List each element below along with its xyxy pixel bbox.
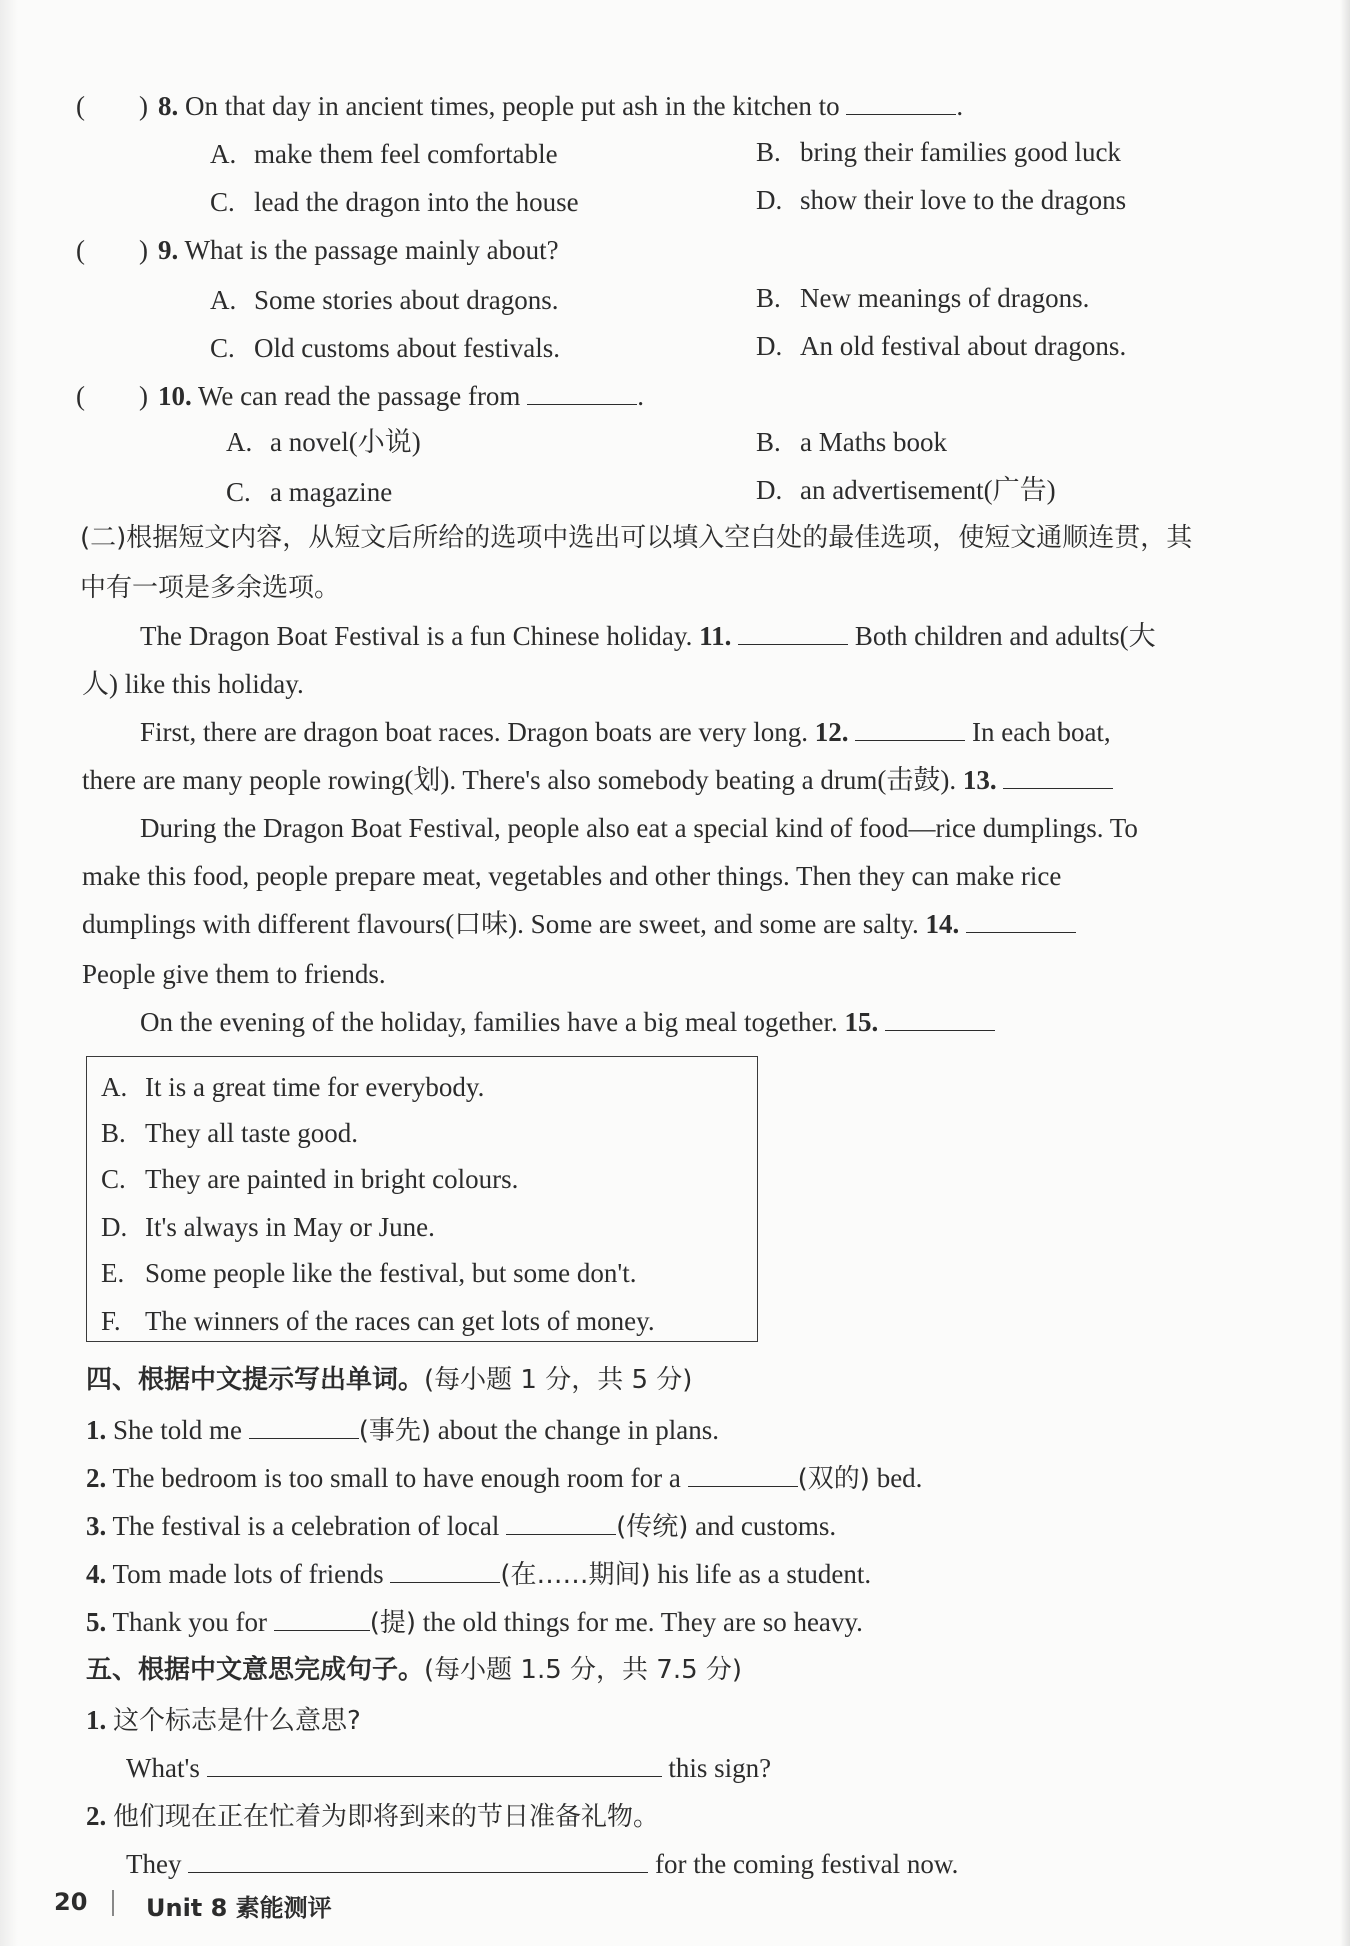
option-text: Old customs about festivals. xyxy=(254,333,560,363)
question-number: 10. xyxy=(158,381,192,411)
passage-text: First, there are dragon boat races. Dragon boats are very long. xyxy=(140,717,808,747)
option-10b xyxy=(756,424,947,460)
section-title: 五、根据中文意思完成句子。 xyxy=(86,1655,425,1685)
answer-blank[interactable] xyxy=(846,88,956,115)
item-number: 3. xyxy=(86,1511,107,1541)
box-option-e xyxy=(101,1255,637,1291)
passage-text: The Dragon Boat Festival is a fun Chinese holiday. xyxy=(140,621,693,651)
option-letter: C. xyxy=(101,1164,126,1194)
option-letter: C. xyxy=(210,333,235,363)
option-text: The winners of the races can get lots of money. xyxy=(145,1306,655,1336)
option-text: bring their families good luck xyxy=(800,137,1121,167)
option-letter: B. xyxy=(756,137,781,167)
question-stem: On that day in ancient times, people put ash in the kitchen to xyxy=(185,91,840,121)
box-option-a xyxy=(101,1069,484,1105)
option-9c xyxy=(210,330,560,366)
option-letter: A. xyxy=(210,285,237,315)
item-text: They xyxy=(126,1849,182,1879)
option-letter: C. xyxy=(210,187,235,217)
section-points: (每小题 1 分，共 5 分) xyxy=(424,1365,693,1395)
option-text: They all taste good. xyxy=(145,1118,358,1148)
option-text: They are painted in bright colours. xyxy=(145,1164,519,1194)
stem-end: . xyxy=(956,91,964,121)
question-8 xyxy=(76,88,963,124)
option-9d xyxy=(756,328,1126,364)
item-text: bed. xyxy=(876,1463,923,1493)
item-text: the old things for me. They are so heavy. xyxy=(422,1607,863,1637)
blank-number-11: 11. xyxy=(699,621,732,651)
question-number: 8. xyxy=(158,91,179,121)
option-letter: D. xyxy=(101,1212,128,1242)
part5-item-2-answer xyxy=(126,1846,958,1882)
box-option-f xyxy=(101,1303,655,1339)
question-stem: What is the passage mainly about? xyxy=(184,235,559,265)
option-text: show their love to the dragons xyxy=(800,185,1127,215)
option-9a xyxy=(210,282,558,318)
passage-para2-line2 xyxy=(82,762,1113,798)
passage-para1-line1 xyxy=(140,618,1156,654)
option-8c xyxy=(210,184,579,220)
item-text: for the coming festival now. xyxy=(654,1849,959,1879)
item-text: this sign? xyxy=(668,1753,772,1783)
option-letter: A. xyxy=(101,1072,128,1102)
part4-item-1 xyxy=(86,1412,719,1449)
chinese-prompt: 这个标志是什么意思? xyxy=(113,1706,361,1736)
part2-instruction-line1: (二)根据短文内容，从短文后所给的选项中选出可以填入空白处的最佳选项，使短文通顺连贯，其 xyxy=(80,523,1193,553)
part5-item-2-prompt xyxy=(86,1798,659,1835)
answer-blank-13[interactable] xyxy=(1003,762,1113,789)
option-text: lead the dragon into the house xyxy=(254,187,579,217)
option-letter: A. xyxy=(210,139,237,169)
item-text: What's xyxy=(126,1753,200,1783)
answer-blank-11[interactable] xyxy=(738,618,848,645)
option-text: Some stories about dragons. xyxy=(254,285,559,315)
option-text: a magazine xyxy=(270,477,393,507)
option-text: a novel(小说) xyxy=(270,427,421,457)
option-letter: B. xyxy=(756,427,781,457)
page-shadow-left xyxy=(0,0,18,1946)
blank-number-15: 15. xyxy=(844,1007,879,1037)
item-text: about the change in plans. xyxy=(437,1415,719,1445)
item-number: 1. xyxy=(86,1415,107,1445)
item-number: 1. xyxy=(86,1705,107,1735)
option-text: an advertisement(广告) xyxy=(800,475,1056,505)
item-text: his life as a student. xyxy=(657,1559,872,1589)
option-letter: D. xyxy=(756,185,783,215)
option-text: Some people like the festival, but some don't. xyxy=(145,1258,637,1288)
item-text: Tom made lots of friends xyxy=(112,1559,384,1589)
answer-blank[interactable] xyxy=(688,1460,798,1487)
part5-heading xyxy=(86,1652,742,1688)
item-number: 2. xyxy=(86,1801,107,1831)
part4-item-3 xyxy=(86,1508,836,1545)
item-number: 2. xyxy=(86,1463,107,1493)
option-10a xyxy=(226,424,421,460)
options-box xyxy=(86,1056,758,1342)
option-text: It is a great time for everybody. xyxy=(145,1072,485,1102)
box-option-c xyxy=(101,1161,518,1197)
passage-para3-line3 xyxy=(82,906,1076,942)
item-text: She told me xyxy=(113,1415,242,1445)
part5-item-1-prompt xyxy=(86,1702,361,1739)
answer-blank-12[interactable] xyxy=(855,714,965,741)
part2-instruction-line2: 中有一项是多余选项。 xyxy=(80,573,341,603)
option-8d xyxy=(756,182,1126,218)
option-8b xyxy=(756,134,1121,170)
part5-item-1-answer xyxy=(126,1750,771,1786)
item-text: The bedroom is too small to have enough room for a xyxy=(112,1463,681,1493)
answer-blank-14[interactable] xyxy=(966,906,1076,933)
chinese-prompt: 他们现在正在忙着为即将到来的节日准备礼物。 xyxy=(113,1802,660,1832)
option-letter: D. xyxy=(756,475,783,505)
passage-para3-line4: People give them to friends. xyxy=(82,959,386,989)
passage-text: On the evening of the holiday, families have a big meal together. xyxy=(140,1007,838,1037)
question-10 xyxy=(76,378,644,414)
unit-label: Unit 8 素能测评 xyxy=(146,1894,332,1922)
question-number: 9. xyxy=(158,235,179,265)
option-letter: E. xyxy=(101,1258,125,1288)
passage-para2-line1 xyxy=(140,714,1111,750)
part4-item-5 xyxy=(86,1604,863,1641)
part4-item-4 xyxy=(86,1556,871,1593)
question-stem: We can read the passage from xyxy=(198,381,521,411)
chinese-hint: (提) xyxy=(369,1608,417,1638)
option-letter: F. xyxy=(101,1306,121,1336)
box-option-b xyxy=(101,1115,358,1151)
answer-blank[interactable] xyxy=(506,1508,616,1535)
passage-text: there are many people rowing(划). There's also somebody beating a drum(击鼓). xyxy=(82,765,957,795)
answer-blank[interactable] xyxy=(207,1750,662,1777)
item-text: and customs. xyxy=(695,1511,837,1541)
option-letter: C. xyxy=(226,477,251,507)
option-letter: B. xyxy=(756,283,781,313)
passage-para1-line2: 人) like this holiday. xyxy=(82,669,304,699)
option-text: An old festival about dragons. xyxy=(800,331,1127,361)
option-text: New meanings of dragons. xyxy=(800,283,1090,313)
blank-number-13: 13. xyxy=(962,765,997,795)
option-text: a Maths book xyxy=(800,427,947,457)
item-text: The festival is a celebration of local xyxy=(112,1511,500,1541)
passage-para3-line1: During the Dragon Boat Festival, people also eat a special kind of food—rice dumplings. To xyxy=(140,813,1138,843)
question-9 xyxy=(76,232,559,268)
option-text: make them feel comfortable xyxy=(254,139,558,169)
chinese-hint: (事先) xyxy=(358,1416,432,1446)
item-number: 4. xyxy=(86,1559,107,1589)
passage-para3-line2: make this food, people prepare meat, vegetables and other things. Then they can make rice xyxy=(82,861,1062,891)
section-title: 四、根据中文提示写出单词。 xyxy=(86,1365,425,1395)
option-10d xyxy=(756,472,1056,508)
answer-bracket[interactable]: ( ) xyxy=(76,235,148,265)
option-8a xyxy=(210,136,558,172)
passage-text: dumplings with different flavours(口味). Some are sweet, and some are salty. xyxy=(82,909,919,939)
answer-blank[interactable] xyxy=(390,1556,500,1583)
option-letter: D. xyxy=(756,331,783,361)
chinese-hint: (双的) xyxy=(797,1464,870,1494)
option-text: It's always in May or June. xyxy=(145,1212,435,1242)
option-9b xyxy=(756,280,1089,316)
section-points: (每小题 1.5 分，共 7.5 分) xyxy=(424,1655,743,1685)
answer-blank[interactable] xyxy=(527,378,637,405)
chinese-hint: (传统) xyxy=(616,1512,689,1542)
option-letter: A. xyxy=(226,427,253,457)
footer-divider xyxy=(112,1890,114,1916)
box-option-d xyxy=(101,1209,435,1245)
chinese-hint: (在……期间) xyxy=(500,1560,651,1590)
answer-blank[interactable] xyxy=(274,1604,370,1631)
blank-number-14: 14. xyxy=(925,909,960,939)
answer-bracket[interactable]: ( ) xyxy=(76,381,148,411)
part4-heading xyxy=(86,1362,692,1398)
part4-item-2 xyxy=(86,1460,922,1497)
option-letter: B. xyxy=(101,1118,126,1148)
answer-bracket[interactable]: ( ) xyxy=(76,91,148,121)
stem-end: . xyxy=(637,381,644,411)
answer-blank[interactable] xyxy=(188,1846,648,1873)
page-number: 20 xyxy=(54,1888,88,1916)
page-shadow-right xyxy=(1340,0,1350,1946)
answer-blank[interactable] xyxy=(249,1412,359,1439)
item-number: 5. xyxy=(86,1607,107,1637)
item-text: Thank you for xyxy=(112,1607,267,1637)
answer-blank-15[interactable] xyxy=(885,1004,995,1031)
passage-text: In each boat, xyxy=(972,717,1111,747)
option-10c xyxy=(226,474,392,510)
passage-text: Both children and adults(大 xyxy=(854,621,1156,651)
blank-number-12: 12. xyxy=(814,717,849,747)
passage-para4-line1 xyxy=(140,1004,995,1040)
